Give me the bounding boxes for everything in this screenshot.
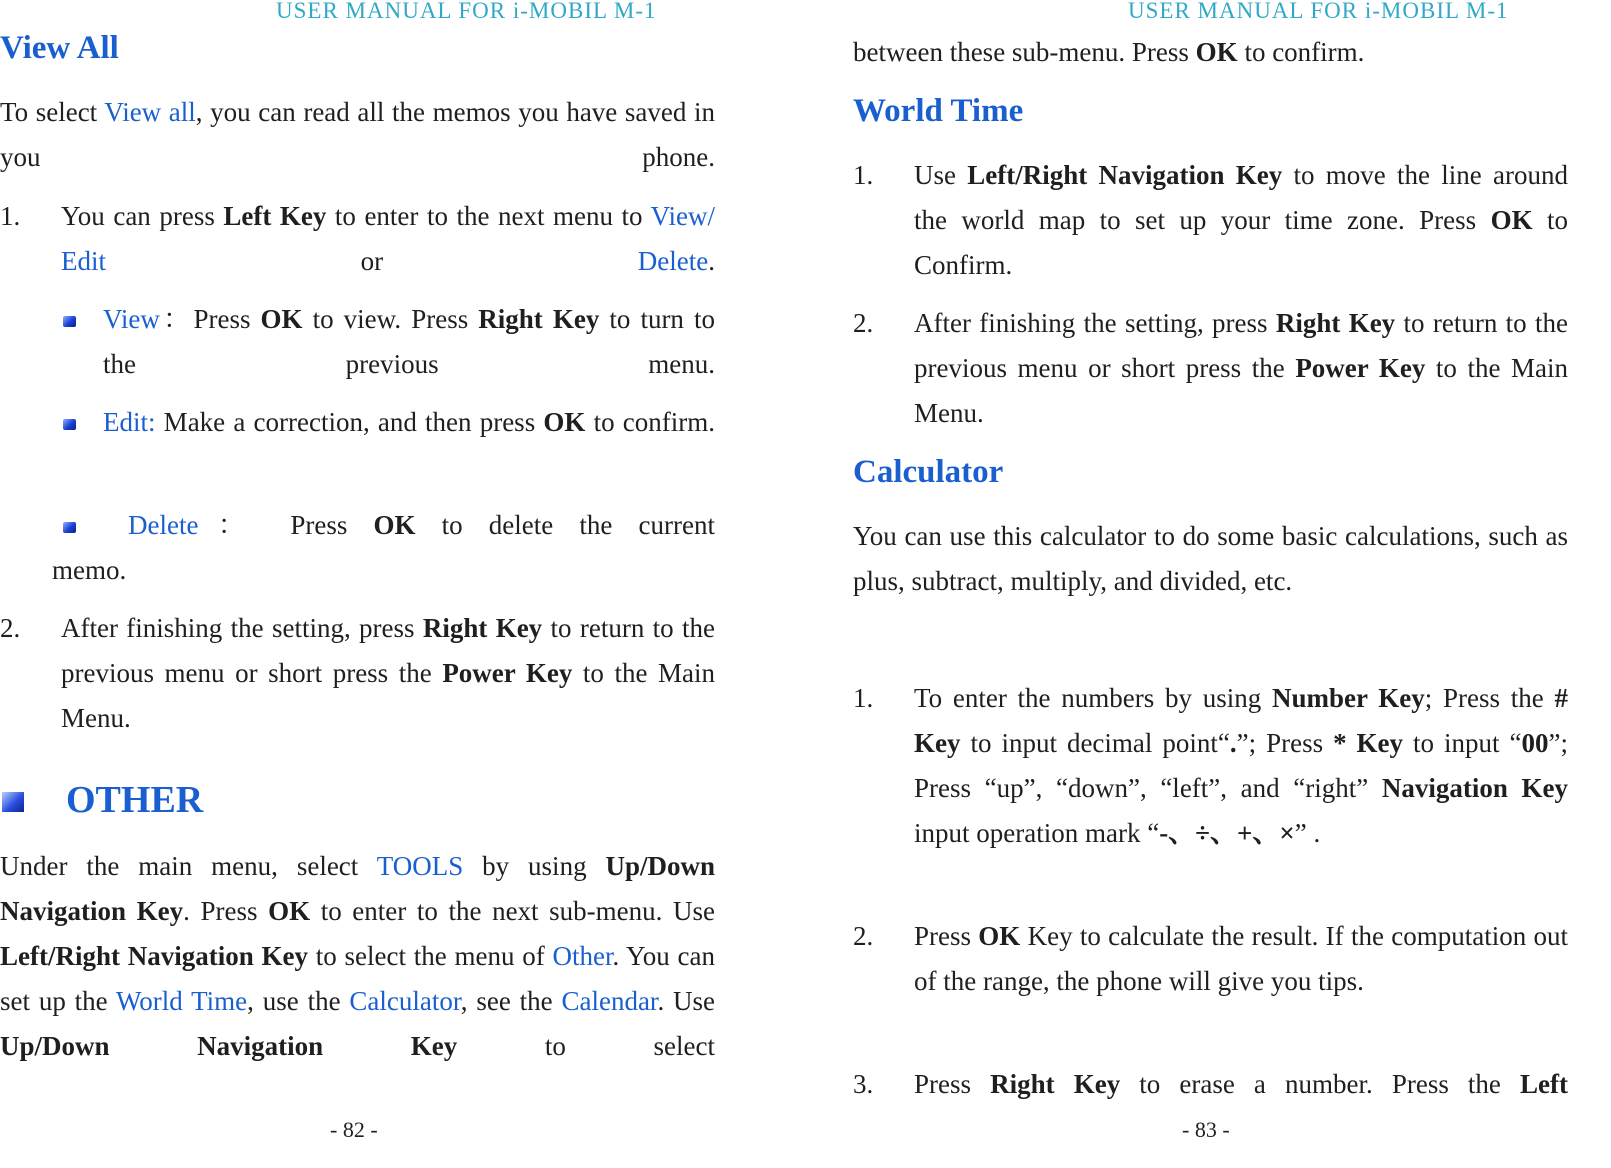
item-number: 1. (0, 201, 21, 231)
bullet-edit: Edit: Make a correction, and then press OK to confirm. (103, 407, 715, 437)
calculator-step-1: To enter the numbers by using Number Key; Press the # Key to input decimal point“.”; Press * Key to input “00”; Press “up”, “down”, “left”, and “right” Navigation Key input operation mark “-、÷、+、×” . (914, 683, 1568, 848)
world-time-step-2: After finishing the setting, press Right Key to return to the previous menu or short press the Power Key to the Main Menu. (914, 308, 1569, 428)
section-title-world-time: World Time (853, 93, 1024, 129)
page-header-left: USER MANUAL FOR i-MOBIL M-1 (276, 0, 657, 23)
bullet-delete-continued: memo. (52, 555, 127, 585)
item-number: 1. (853, 683, 874, 713)
calculator-intro: You can use this calculator to do some basic calculations, such as plus, subtract, multiply, and divided, etc. (853, 521, 1568, 596)
view-all-intro: To select View all, you can read all the memos you have saved in you phone. (0, 97, 715, 172)
section-title-view-all: View All (0, 30, 119, 66)
bullet-icon (63, 419, 76, 430)
calculator-step-2: Press OK Key to calculate the result. If the computation out of the range, the phone will give you tips. (914, 921, 1568, 996)
other-paragraph: Under the main menu, select TOOLS by using Up/Down Navigation Key. Press OK to enter to the next sub-menu. Use Left/Right Navigation Key to select the menu of Other. You can set up the World Time, use the Calculator, see the Calendar. Use Up/Down Navigation Key to select (0, 851, 716, 1061)
item-number: 1. (853, 160, 874, 190)
item-number: 3. (853, 1069, 874, 1099)
continued-text: between these sub-menu. Press OK to confirm. (853, 37, 1365, 67)
bullet-delete: Delete： Press OK to delete the current (128, 510, 715, 540)
bullet-icon (63, 522, 76, 533)
bullet-view: View：Press OK to view. Press Right Key to turn to the previous menu. (103, 304, 715, 379)
page-number-right: - 83 - (1182, 1117, 1230, 1142)
bullet-icon (63, 316, 76, 327)
item-number: 2. (0, 613, 21, 643)
section-title-calculator: Calculator (853, 454, 1004, 490)
view-all-step-2: After finishing the setting, press Right Key to return to the previous menu or short press the Power Key to the Main Menu. (61, 613, 716, 733)
section-bullet-icon (2, 792, 24, 812)
world-time-step-1: Use Left/Right Navigation Key to move the line around the world map to set up your time zone. Press OK to Confirm. (914, 160, 1568, 280)
calculator-step-3: Press Right Key to erase a number. Press the Left (914, 1069, 1568, 1099)
page-number-left: - 82 - (330, 1117, 378, 1142)
view-all-step-1: You can press Left Key to enter to the next menu to View/ Edit or Delete. (61, 201, 715, 276)
section-title-other: OTHER (66, 779, 204, 821)
item-number: 2. (853, 921, 874, 951)
item-number: 2. (853, 308, 874, 338)
page-header-right: USER MANUAL FOR i-MOBIL M-1 (1128, 0, 1509, 23)
